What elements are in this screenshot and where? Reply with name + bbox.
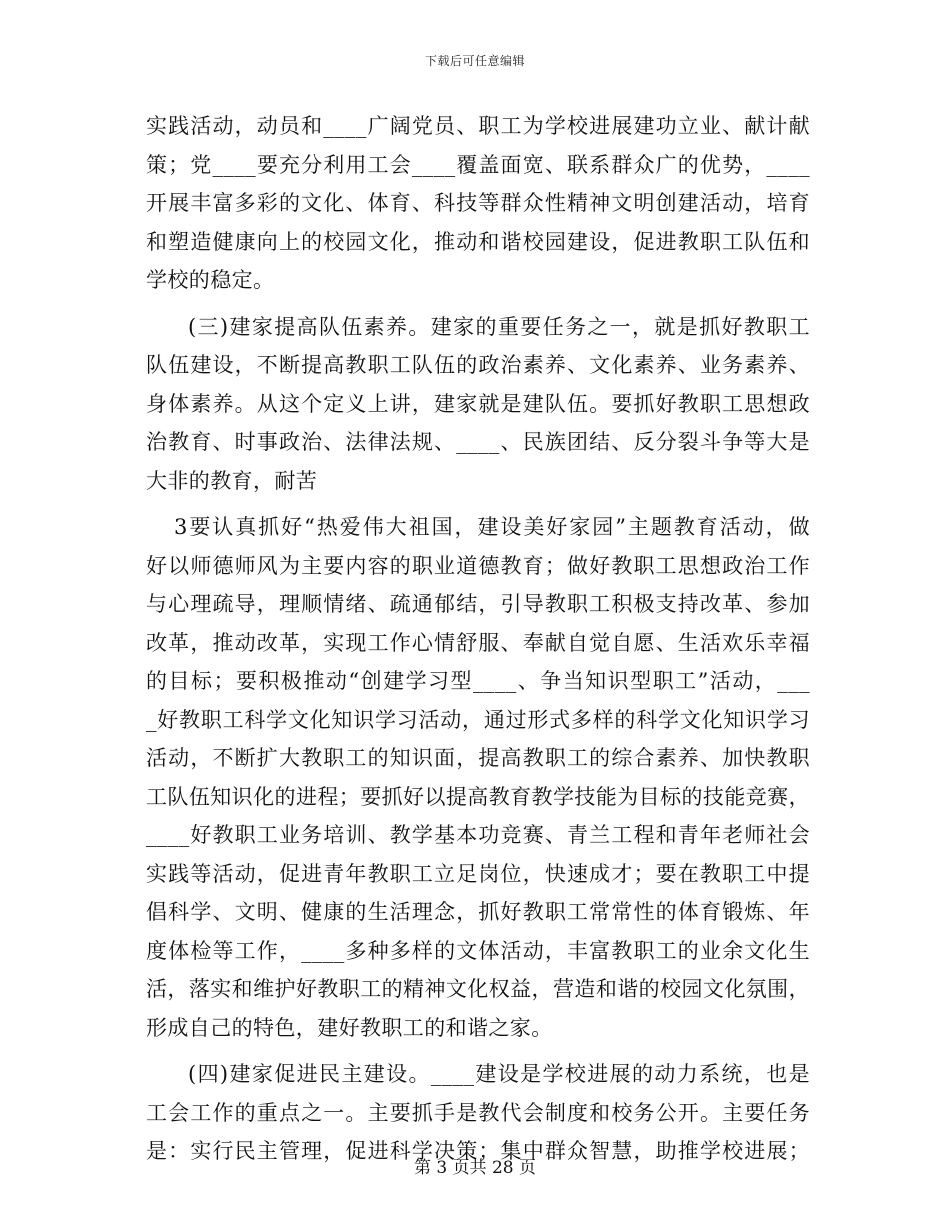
document-body	[146, 107, 810, 1171]
text-line: 治教育、时事政治、法律法规、____、民族团结、反分裂斗争等大是	[146, 430, 810, 454]
text-line: 队伍建设，不断提高教职工队伍的政治素养、文化素养、业务素养、	[146, 353, 810, 377]
text-line: 倡科学、文明、健康的生活理念，抓好教职工常常性的体育锻炼、年	[146, 900, 810, 924]
text-line: 学校的稳定。	[146, 268, 275, 292]
text-line: ____好教职工业务培训、教学基本功竞赛、青兰工程和青年老师社会	[146, 823, 810, 847]
text-line: 与心理疏导，理顺情绪、疏通郁结，引导教职工积极支持改革、参加	[146, 592, 810, 616]
text-line: 好以师德师风为主要内容的职业道德教育；做好教职工思想政治工作	[146, 553, 810, 578]
page-header: 下载后可任意编辑	[424, 54, 525, 68]
text-line: 大非的教育，耐苦	[146, 468, 318, 493]
text-line: 活动，不断扩大教职工的知识面，提高教职工的综合素养、加快教职	[146, 746, 810, 770]
paragraph-1	[146, 107, 810, 300]
text-line: 改革，推动改革，实现工作心情舒服、奉献自觉自愿、生活欢乐幸福	[146, 630, 810, 655]
paragraph-2	[146, 308, 810, 501]
text-line: 度体检等工作，____多种多样的文体活动，丰富教职工的业余文化生	[146, 938, 810, 963]
text-line: 3要认真抓好“热爱伟大祖国，建设美好家园”主题教育活动，做	[174, 515, 810, 539]
text-line: 开展丰富多彩的文化、体育、科技等群众性精神文明创建活动，培育	[146, 191, 810, 215]
text-line: 工队伍知识化的进程；要抓好以提高教育教学技能为目标的技能竞赛，	[146, 784, 810, 809]
text-line: 实践等活动，促进青年教职工立足岗位，快速成才；要在教职工中提	[146, 861, 810, 886]
text-line: 形成自己的特色，建好教职工的和谐之家。	[146, 1015, 553, 1040]
text-line: 身体素养。从这个定义上讲，建家就是建队伍。要抓好教职工思想政	[146, 391, 810, 416]
text-line: (三)建家提高队伍素养。建家的重要任务之一，就是抓好教职工	[188, 314, 810, 339]
text-line: 工会工作的重点之一。主要抓手是教代会制度和校务公开。主要任务	[146, 1100, 810, 1125]
text-line: 活，落实和维护好教职工的精神文化权益，营造和谐的校园文化氛围，	[146, 977, 810, 1001]
page-footer: 第 3 页共 28 页	[413, 1158, 537, 1178]
text-line: _好教职工科学文化知识学习活动，通过形式多样的科学文化知识学习	[146, 707, 810, 732]
text-line: 和塑造健康向上的校园文化，推动和谐校园建设，促进教职工队伍和	[146, 229, 810, 254]
text-line: 实践活动，动员和____广阔党员、职工为学校进展建功立业、献计献	[146, 114, 810, 138]
text-line: 策；党____要充分利用工会____覆盖面宽、联系群众广的优势，____	[146, 152, 810, 177]
text-line: 的目标；要积极推动“创建学习型____、争当知识型职工”活动，___	[146, 669, 810, 693]
paragraph-3	[146, 508, 810, 1047]
text-line: 是：实行民主管理，促进科学决策；集中群众智慧，助推学校进展；	[146, 1139, 810, 1163]
text-line: (四)建家促进民主建设。____建设是学校进展的动力系统，也是	[188, 1062, 810, 1086]
